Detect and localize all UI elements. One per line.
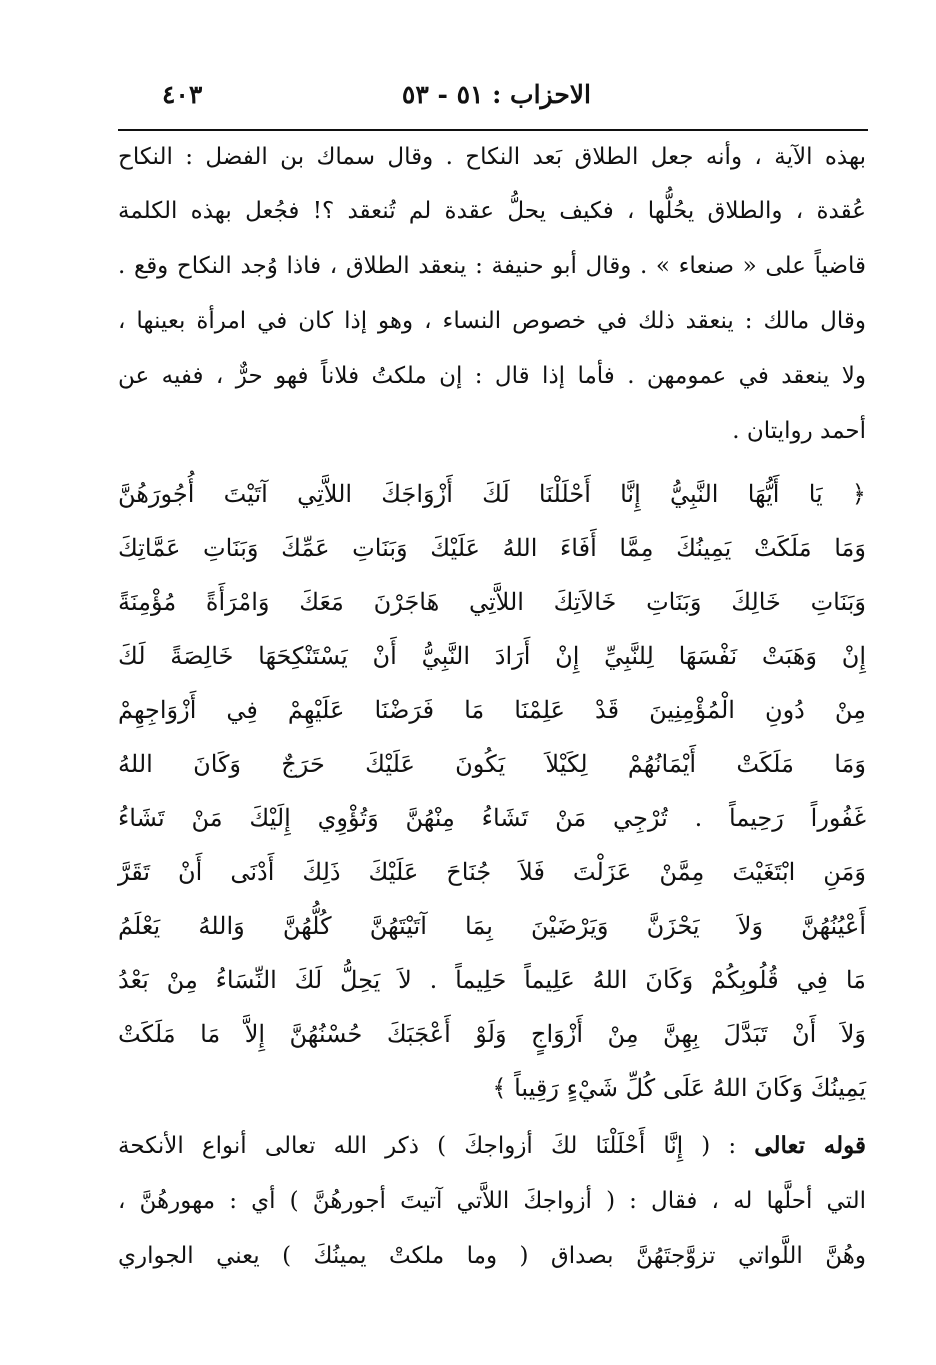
verse-line: إِنْ وَهَبَتْ نَفْسَهَا لِلنَّبِيِّ إِنْ أَرَادَ النَّبِيُّ أَنْ يَسْتَنْكِحَهَا خَالِصَةً لَكَ <box>118 642 866 670</box>
verse-line: وَمَا مَلَكَتْ أَيْمَانُهُمْ لِكَيْلاَ يَكُونَ عَلَيْكَ حَرَجٌ وَكَانَ اللهُ <box>118 750 866 778</box>
verse-line: وَلاَ أَنْ تَبَدَّلَ بِهِنَّ مِنْ أَزْوَاجٍ وَلَوْ أَعْجَبَكَ حُسْنُهُنَّ إِلاَّ مَا مَلَكَتْ <box>118 1020 866 1048</box>
header-rule <box>118 129 868 131</box>
page-number: ٤٠٣ <box>162 80 203 109</box>
commentary-line: بهذه الآية ، وأنه جعل الطلاق بَعد النكاح . وقال سماك بن الفضل : النكاح <box>118 144 866 170</box>
commentary-line: أحمد روايتان . <box>732 418 866 444</box>
verse-line: يَمِينُكَ وَكَانَ اللهُ عَلَى كُلِّ شَيْءٍ رَقِيباً ﴾ <box>492 1074 866 1102</box>
commentary-lead: قوله تعالى <box>754 1132 867 1159</box>
commentary-line: التي أحلَّها له ، فقال : ( أزواجكَ اللاَّتي آتيتَ أجورهُنَّ ) أي : مهورهُنَّ ، <box>118 1188 866 1214</box>
verse-line: مِنْ دُونِ الْمُؤْمِنِينَ قَدْ عَلِمْنَا مَا فَرَضْنَا عَلَيْهِمْ فِي أَزْوَاجِهِمْ <box>118 696 866 724</box>
verse-line: وَمَنِ ابْتَغَيْتَ مِمَّنْ عَزَلْتَ فَلاَ جُنَاحَ عَلَيْكَ ذَلِكَ أَدْنَى أَنْ تَقَرَّ <box>118 858 866 886</box>
verse-line: مَا فِي قُلُوبِكُمْ وَكَانَ اللهُ عَلِيماً حَلِيماً . لاَ يَحِلُّ لَكَ النِّسَاءُ مِنْ بَعْدُ <box>118 966 867 994</box>
commentary-line: وهُنَّ اللَّواتي تزوَّجتَهُنَّ بصداق ( وما ملكتْ يمينُكَ ) يعني الجواري <box>118 1243 866 1269</box>
verse-line: وَبَنَاتِ خَالِكَ وَبَنَاتِ خَالاَتِكَ اللاَّتِي هَاجَرْنَ مَعَكَ وَامْرَأَةً مُؤْمِنَةً <box>118 588 866 616</box>
surah-title: الاحزاب : ٥١ - ٥٣ <box>401 80 591 109</box>
commentary-line <box>118 1134 866 1158</box>
verse-line: وَمَا مَلَكَتْ يَمِينُكَ مِمَّا أَفَاءَ اللهُ عَلَيْكَ وَبَنَاتِ عَمِّكَ وَبَنَاتِ عَمَّاتِكَ <box>118 534 866 562</box>
commentary-line: ولا ينعقد في عمومهن . فأما إذا قال : إن ملكتُ فلاناً فهو حرٌّ ، ففيه عن <box>118 363 866 389</box>
commentary-line: عُقدة ، والطلاق يحُلُّها ، فكيف يحلُّ عقدة لم تُنعقد ؟! فجُعل بهذه الكلمة <box>118 198 866 224</box>
commentary-line: قاضياً على « صنعاء » . وقال أبو حنيفة : ينعقد الطلاق ، فاذا وُجد النكاح وقع . <box>118 253 866 279</box>
verse-line: أَعْيُنُهُنَّ وَلاَ يَحْزَنَّ وَيَرْضَيْنَ بِمَا آتَيْتَهُنَّ كُلُّهُنَّ وَاللهُ يَعْلَمُ <box>118 912 866 940</box>
verse-line: ﴿ يَا أَيُّهَا النَّبِيُّ إِنَّا أَحْلَلْنَا لَكَ أَزْوَاجَكَ اللاَّتِي آتَيْتَ أُجُورَهُنَّ <box>118 480 866 508</box>
commentary-text: : ( إِنَّا أَحْلَلْنَا لكَ أزواجكَ ) ذكر الله تعالى أنواع الأنكحة <box>118 1133 737 1159</box>
verse-line: غَفُوراً رَحِيماً . تُرْجِي مَنْ تَشَاءُ مِنْهُنَّ وَتُؤْوِي إِلَيْكَ مَنْ تَشَاءُ <box>118 804 866 832</box>
running-head <box>118 76 866 120</box>
commentary-line: وقال مالك : ينعقد ذلك في خصوص النساء ، وهو إذا كان في امرأة بعينها ، <box>118 308 866 334</box>
